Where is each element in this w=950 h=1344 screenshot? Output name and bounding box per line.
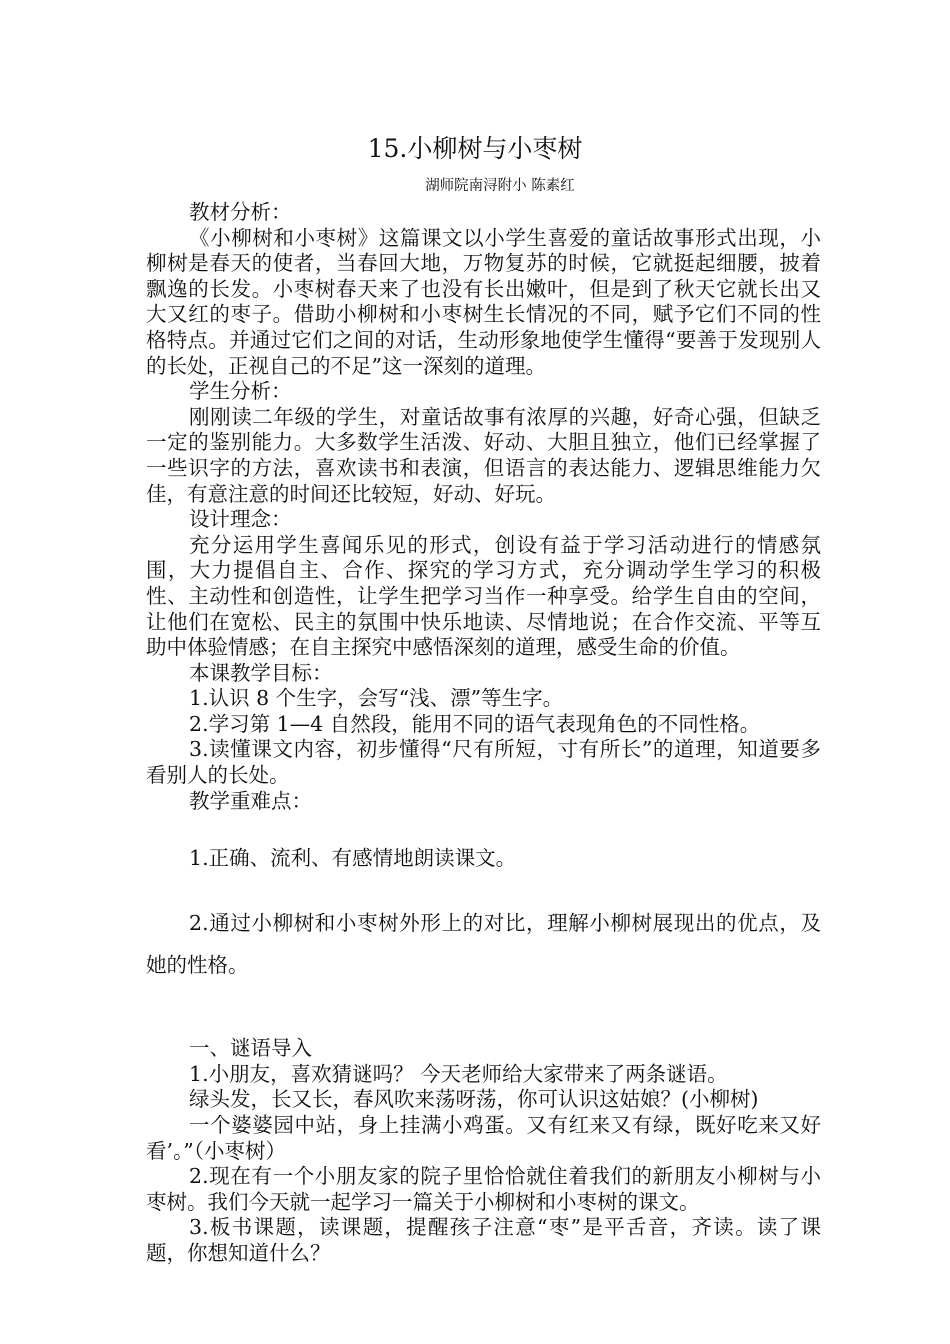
paragraph: 充分运用学生喜闻乐见的形式，创设有益于学习活动进行的情感氛围，大力提倡自主、合作、探究的学习方式，充分调动学生学习的积极性、主动性和创造性，让学生把学习当作一种享受。给学生自由的空间，让他们在宽松、民主的氛围中快乐地读、尽情地说；在合作交流、平等互助中体验情感；在自主探究中感悟深刻的道理，感受生命的价值。 bbox=[146, 532, 821, 660]
key-point-item: 1.正确、流利、有感情地朗读课文。 bbox=[189, 846, 517, 871]
paragraph: 刚刚读二年级的学生，对童话故事有浓厚的兴趣，好奇心强，但缺乏一定的鉴别能力。大多数学生活泼、好动、大胆且独立，他们已经掌握了一些识字的方法，喜欢读书和表演，但语言的表达能力、逻辑思维能力欠佳，有意注意的时间还比较短，好动、好玩。 bbox=[146, 404, 821, 506]
section-heading-riddle-intro: 一、谜语导入 bbox=[189, 1036, 313, 1061]
section-heading-key-points: 教学重难点： bbox=[189, 788, 313, 813]
document-body bbox=[146, 200, 821, 1267]
author-line: 湖师院南浔附小 陈素红 bbox=[425, 178, 575, 194]
paragraph: 绿头发，长又长，春风吹来荡呀荡，你可认识这姑娘？(小柳树) bbox=[189, 1087, 759, 1112]
paragraph: 《小柳树和小枣树》这篇课文以小学生喜爱的童话故事形式出现，小柳树是春天的使者，当春回大地，万物复苏的时候，它就挺起细腰，披着飘逸的长发。小枣树春天来了也没有长出嫩叶，但是到了秋天它就长出又大又红的枣子。借助小柳树和小枣树生长情况的不同，赋予它们不同的性格特点。并通过它们之间的对话，生动形象地使学生懂得“要善于发现别人的长处，正视自己的不足”这一深刻的道理。 bbox=[146, 225, 821, 378]
paragraph: 3.板书课题，读课题，提醒孩子注意“枣”是平舌音，齐读。读了课题，你想知道什么？ bbox=[146, 1215, 821, 1265]
section-heading-textbook-analysis: 教材分析： bbox=[189, 200, 292, 224]
objective-item: 2.学习第 1—4 自然段，能用不同的语气表现角色的不同性格。 bbox=[189, 711, 761, 736]
section-heading-design-concept: 设计理念： bbox=[189, 507, 292, 532]
paragraph: 2.现在有一个小朋友家的院子里恰恰就住着我们的新朋友小柳树与小枣树。我们今天就一起学习一篇关于小柳树和小枣树的课文。 bbox=[146, 1164, 821, 1214]
section-heading-student-analysis: 学生分析： bbox=[189, 379, 292, 404]
section-heading-objectives: 本课教学目标： bbox=[189, 660, 333, 685]
lesson-title: 15.小柳树与小枣树 bbox=[367, 134, 583, 163]
paragraph: 1.小朋友，喜欢猜谜吗？ 今天老师给大家带来了两条谜语。 bbox=[189, 1061, 728, 1086]
objective-item: 3.读懂课文内容，初步懂得“尺有所短，寸有所长”的道理，知道要多看别人的长处。 bbox=[146, 737, 821, 788]
key-point-item: 2.通过小柳树和小枣树外形上的对比，理解小柳树展现出的优点，及她的性格。 bbox=[146, 911, 821, 978]
objective-item: 1.认识 8 个生字，会写“浅、漂”等生字。 bbox=[189, 686, 564, 711]
paragraph: 一个婆婆园中站，身上挂满小鸡蛋。又有红来又有绿，既好吃来又好看’。”（小枣树） bbox=[146, 1113, 821, 1163]
